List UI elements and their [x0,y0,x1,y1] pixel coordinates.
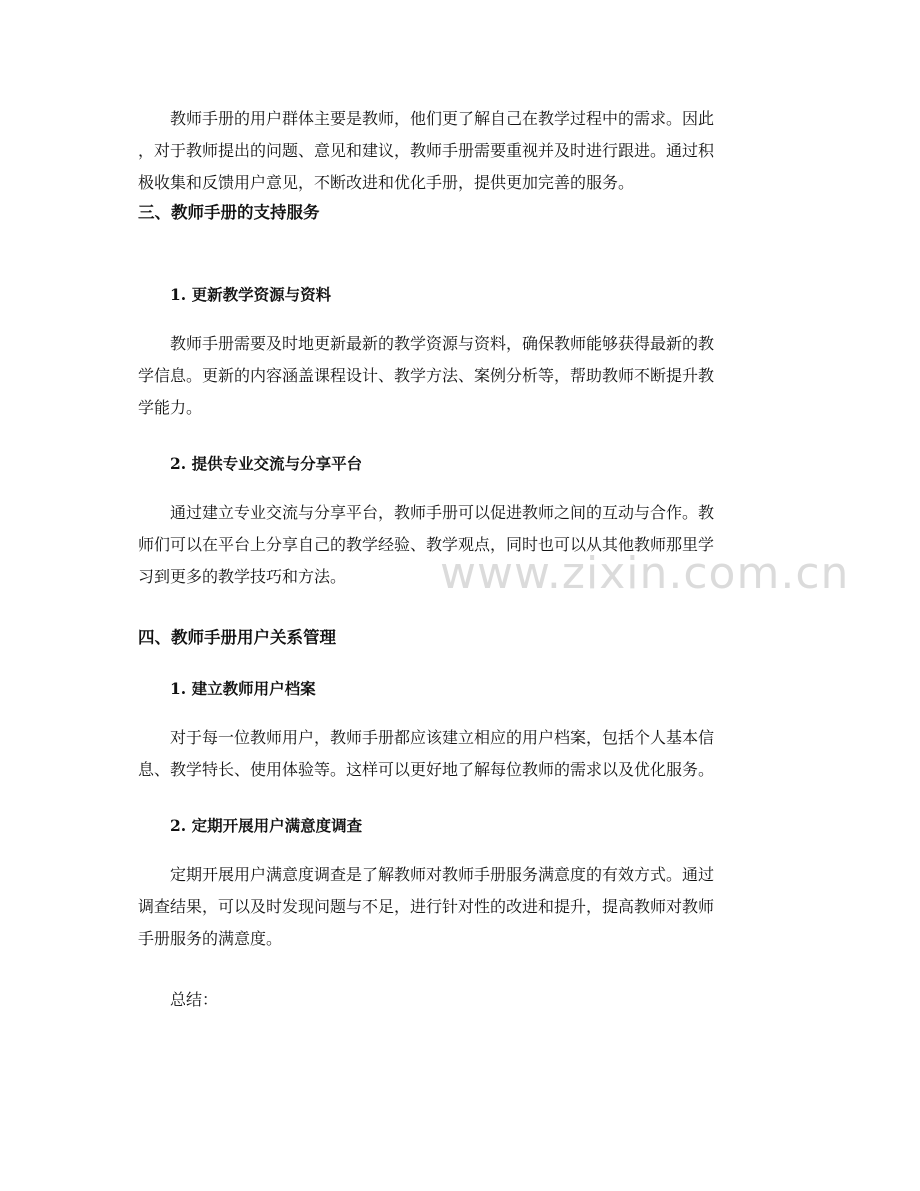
paragraph-line: 教师手册需要及时地更新最新的教学资源与资料，确保教师能够获得最新的教 [170,334,715,353]
paragraph-update-resources [138,328,784,424]
paragraph-line: 习到更多的教学技巧和方法。 [138,567,347,586]
paragraph-line: 通过建立专业交流与分享平台，教师手册可以促进教师之间的互动与合作。教 [170,503,715,522]
section-heading-support-services: 三、教师手册的支持服务 [138,203,320,222]
paragraph-line: 学能力。 [138,398,203,417]
summary-paragraph [138,984,784,1016]
subheading-satisfaction-survey: 2. 定期开展用户满意度调查 [170,816,363,835]
summary-label: 总结： [170,990,219,1009]
paragraph-line: 定期开展用户满意度调查是了解教师对教师手册服务满意度的有效方式。通过 [170,865,715,884]
paragraph-exchange-platform [138,497,784,593]
paragraph-line: 师们可以在平台上分享自己的教学经验、教学观点，同时也可以从其他教师那里学 [138,535,715,554]
paragraph-line: 调查结果，可以及时发现问题与不足，进行针对性的改进和提升，提高教师对教师 [138,897,715,916]
paragraph-user-profiles [138,722,784,786]
subheading-user-profiles: 1. 建立教师用户档案 [170,679,316,698]
paragraph-line: 极收集和反馈用户意见，不断改进和优化手册，提供更加完善的服务。 [138,173,635,192]
paragraph-line: 息、教学特长、使用体验等。这样可以更好地了解每位教师的需求以及优化服务。 [138,760,715,779]
subheading-exchange-platform: 2. 提供专业交流与分享平台 [170,454,363,473]
subheading-update-resources: 1. 更新教学资源与资料 [170,285,332,304]
paragraph-line: 对于每一位教师用户，教师手册都应该建立相应的用户档案，包括个人基本信 [170,728,715,747]
paragraph-line: 学信息。更新的内容涵盖课程设计、教学方法、案例分析等，帮助教师不断提升教 [138,366,715,385]
section-heading-user-relationship: 四、教师手册用户关系管理 [138,628,336,647]
paragraph-line: ，对于教师提出的问题、意见和建议，教师手册需要重视并及时进行跟进。通过积 [138,141,715,160]
watermark: www.zixin.com.cn [440,548,850,599]
intro-paragraph [138,103,784,199]
paragraph-satisfaction-survey [138,859,784,955]
paragraph-line: 手册服务的满意度。 [138,929,283,948]
paragraph-line: 教师手册的用户群体主要是教师，他们更了解自己在教学过程中的需求。因此 [170,109,715,128]
